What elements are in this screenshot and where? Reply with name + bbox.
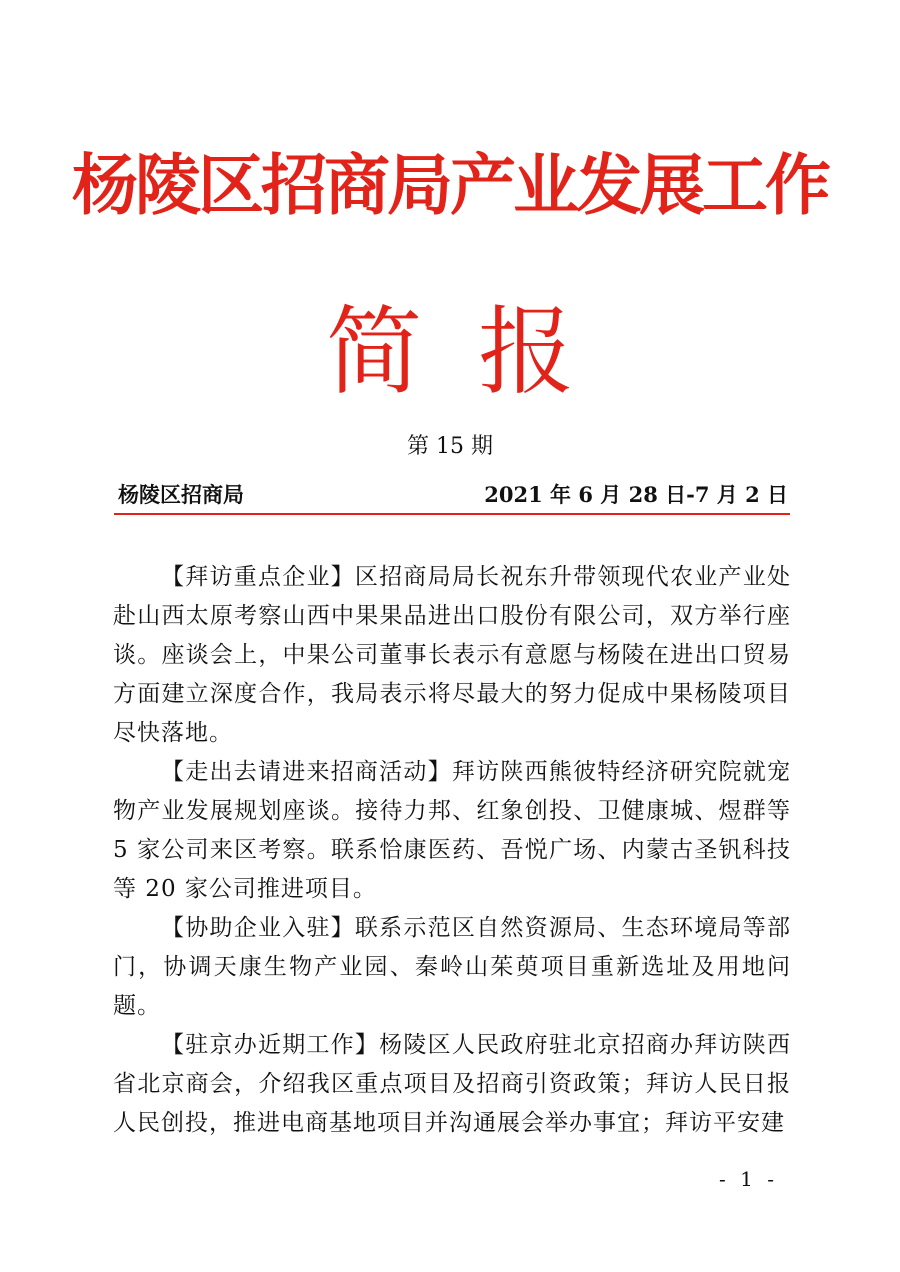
page-number: - 1 - (719, 1167, 778, 1191)
paragraph-text: 联系示范区自然资源局、生态环境局等部门，协调天康生物产业园、秦岭山茱萸项目重新选址及用地问题。 (113, 915, 792, 1019)
document-body (113, 558, 791, 1143)
issuer-name: 杨陵区招商局 (118, 482, 244, 507)
issue-date: 2021 年 6 月 28 日-7 月 2 日 (484, 482, 788, 507)
paragraph-tag: 【拜访重点企业】 (161, 564, 355, 590)
issue-number: 第 15 期 (407, 434, 493, 459)
paragraph-enterprise-settlement (113, 909, 791, 1026)
document-title: 杨陵区招商局产业发展工作 (72, 147, 828, 224)
paragraph-investment-activities (113, 753, 791, 909)
paragraph-text: 区招商局局长祝东升带领现代农业产业处赴山西太原考察山西中果果品进出口股份有限公司，双方举行座谈。座谈会上，中果公司董事长表示有意愿与杨陵在进出口贸易方面建立深度合作，我局表示将尽最大的努力促成中果杨陵项目尽快落地。 (113, 564, 792, 746)
paragraph-tag: 【走出去请进来招商活动】 (161, 759, 452, 785)
paragraph-tag: 【驻京办近期工作】 (161, 1032, 380, 1058)
paragraph-beijing-office (113, 1026, 791, 1143)
paragraph-text: 拜访陕西熊彼特经济研究院就宠物产业发展规划座谈。接待力邦、红象创投、卫健康城、煜群等 5 家公司来区考察。联系恰康医药、吾悦广场、内蒙古圣钒科技等 20 家公司推进项目。 (113, 759, 792, 902)
paragraph-tag: 【协助企业入驻】 (161, 915, 355, 941)
header-divider (114, 513, 790, 515)
paragraph-key-enterprise-visit (113, 558, 791, 753)
document-subtitle: 简报 (326, 296, 630, 408)
paragraph-text: 杨陵区人民政府驻北京招商办拜访陕西省北京商会，介绍我区重点项目及招商引资政策；拜访人民日报人民创投，推进电商基地项目并沟通展会举办事宜；拜访平安建 (113, 1032, 792, 1136)
